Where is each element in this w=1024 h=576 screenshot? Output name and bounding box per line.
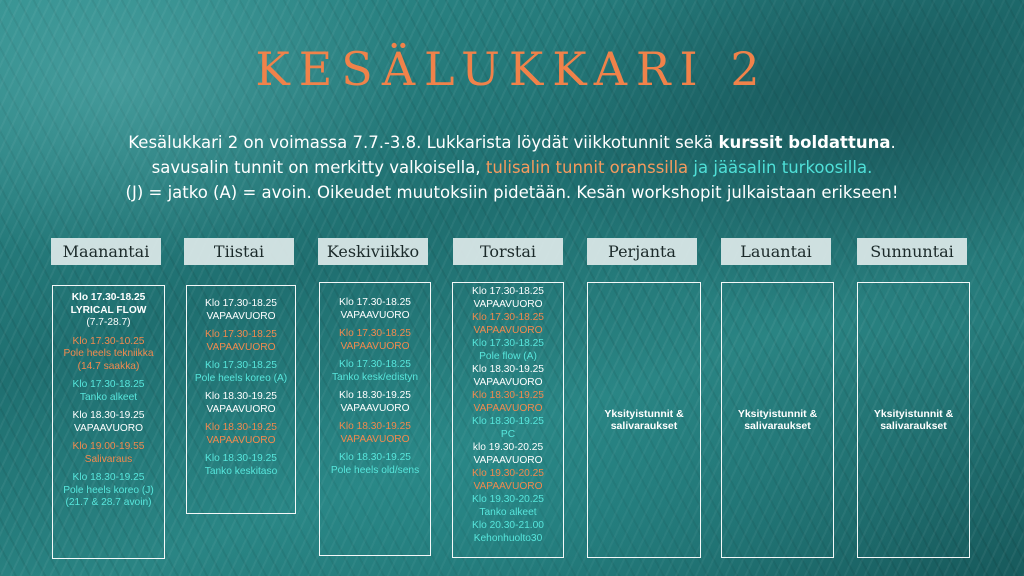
class-name: VAPAAVUORO	[473, 298, 543, 310]
class-name: VAPAAVUORO	[340, 340, 410, 352]
class-entry	[320, 359, 430, 384]
class-entry	[320, 421, 430, 446]
class-name: LYRICAL FLOW	[70, 304, 147, 316]
class-entry	[320, 390, 430, 415]
class-time: Klo 18.30-19.25	[339, 390, 411, 401]
class-entry	[453, 520, 563, 545]
class-entry	[53, 410, 164, 435]
class-name: VAPAAVUORO	[340, 309, 410, 321]
class-time: Klo 18.30-19.25	[472, 416, 544, 427]
class-time: Klo 19.30-20.25	[472, 494, 544, 505]
class-name: Pole heels tekniikka	[63, 348, 154, 359]
schedule-column-maanantai	[52, 285, 165, 559]
class-name: VAPAAVUORO	[73, 422, 144, 434]
day-header-perjanta: Perjanta	[587, 238, 697, 265]
class-entry	[453, 286, 563, 311]
class-name: Pole heels old/sens	[330, 464, 420, 476]
private-lessons-note: Yksityistunnit & salivaraukset	[873, 408, 954, 432]
class-time: Klo 17.30-18.25	[71, 292, 146, 303]
class-entry	[453, 364, 563, 389]
class-entry	[453, 338, 563, 363]
class-name: Kehonhuolto30	[473, 532, 543, 544]
class-time: Klo 17.30-18.25	[339, 359, 411, 370]
class-time: Klo 18.30-19.25	[205, 453, 277, 464]
class-time: Klo 18.30-19.25	[72, 410, 145, 421]
class-time: Klo 17.30-18.25	[339, 328, 411, 339]
day-header-keskiviikko: Keskiviikko	[318, 238, 428, 265]
class-time: Klo 18.30-19.25	[205, 391, 277, 402]
class-name: VAPAAVUORO	[473, 454, 543, 466]
private-lessons-note: Yksityistunnit & salivaraukset	[604, 408, 684, 432]
class-name: VAPAAVUORO	[473, 402, 543, 414]
class-entry	[453, 468, 563, 493]
class-time: Klo 20.30-21.00	[472, 520, 544, 531]
class-name: Pole flow (A)	[479, 350, 537, 362]
class-entry	[320, 297, 430, 322]
class-entry	[453, 442, 563, 467]
class-name: VAPAAVUORO	[206, 341, 276, 353]
class-name: PC	[500, 428, 516, 440]
schedule-column-perjanta	[587, 282, 701, 558]
class-time: Klo 17.30-18.25	[72, 379, 145, 390]
class-time: Klo 17.30-18.25	[472, 338, 544, 349]
class-time: Klo 18.30-19.25	[339, 452, 411, 463]
class-name: Tanko kesk/edistyn	[331, 371, 419, 383]
class-time: Klo 17.30-18.25	[205, 329, 277, 340]
class-name: VAPAAVUORO	[206, 310, 276, 322]
schedule-column-lauantai	[721, 282, 834, 558]
class-time: Klo 17.30-18.25	[205, 298, 277, 309]
class-name: VAPAAVUORO	[340, 402, 410, 414]
intro-line-2: savusalin tunnit on merkitty valkoisella, tulisalin tunnit oranssilla ja jääsalin turkoosilla.	[151, 158, 873, 177]
class-entry	[453, 494, 563, 519]
class-name: VAPAAVUORO	[206, 403, 276, 415]
class-entry	[187, 453, 295, 478]
class-note: (14.7 saakka)	[77, 360, 140, 372]
class-name: VAPAAVUORO	[206, 434, 276, 446]
day-header-torstai: Torstai	[453, 238, 563, 265]
class-name: Tanko alkeet	[79, 391, 138, 403]
class-name: VAPAAVUORO	[340, 433, 410, 445]
class-name: Tanko keskitaso	[204, 465, 278, 477]
class-name: Pole heels koreo (J)	[63, 484, 154, 496]
schedule-column-sunnuntai	[857, 282, 970, 558]
day-header-sunnuntai: Sunnuntai	[857, 238, 967, 265]
class-name: Pole heels koreo (A)	[194, 372, 288, 384]
intro-text	[40, 130, 984, 205]
private-lessons-note: Yksityistunnit & salivaraukset	[737, 408, 818, 432]
class-entry	[53, 292, 164, 330]
class-time: Klo 18.30-19.25	[205, 422, 277, 433]
class-entry	[453, 390, 563, 415]
class-time: Klo 18.30-19.25	[72, 472, 145, 483]
class-entry	[53, 336, 164, 374]
class-entry	[187, 391, 295, 416]
class-entry	[453, 312, 563, 337]
class-time: Klo 17.30-18.25	[472, 286, 544, 297]
class-name: Tanko alkeet	[479, 506, 537, 518]
class-time: Klo 17.30-10.25	[72, 335, 145, 347]
day-header-maanantai: Maanantai	[51, 238, 161, 265]
class-time: Klo 19.30-20.25	[472, 468, 544, 479]
class-name: VAPAAVUORO	[473, 480, 543, 492]
intro-ice-hall: ja jääsalin turkoosilla.	[688, 158, 873, 177]
class-entry	[320, 452, 430, 477]
class-name: VAPAAVUORO	[473, 324, 543, 336]
class-entry	[187, 298, 295, 323]
intro-bold-courses: kurssit boldattuna	[718, 133, 891, 152]
class-time: Klo 17.30-18.25	[339, 297, 411, 308]
day-header-tiistai: Tiistai	[184, 238, 294, 265]
day-header-lauantai: Lauantai	[721, 238, 831, 265]
class-entry	[53, 472, 164, 510]
class-entry	[453, 416, 563, 441]
class-entry	[53, 379, 164, 404]
schedule-column-tiistai	[186, 285, 296, 514]
schedule-column-keskiviikko	[319, 282, 431, 556]
schedule-column-torstai	[452, 282, 564, 558]
class-time: Klo 17.30-18.25	[472, 312, 544, 323]
class-name: VAPAAVUORO	[473, 376, 543, 388]
class-time: Klo 18.30-19.25	[472, 390, 544, 401]
intro-line-3: (J) = jatko (A) = avoin. Oikeudet muutoksiin pidetään. Kesän workshopit julkaistaan erikseen!	[125, 183, 899, 202]
class-time: Klo 17.30-18.25	[205, 360, 277, 371]
class-name: Salivaraus	[84, 453, 133, 465]
class-entry	[187, 360, 295, 385]
class-entry	[53, 441, 164, 466]
class-entry	[187, 329, 295, 354]
class-time: Klo 19.00-19.55	[72, 441, 145, 452]
class-entry	[187, 422, 295, 447]
class-time: Klo 18.30-19.25	[472, 364, 544, 375]
class-time: Klo 18.30-19.25	[339, 421, 411, 432]
class-note: (7.7-28.7)	[86, 317, 131, 328]
intro-fire-hall: tulisalin tunnit oranssilla	[485, 158, 689, 177]
class-time: klo 19.30-20.25	[472, 442, 544, 453]
intro-line-1: Kesälukkari 2 on voimassa 7.7.-3.8. Lukkarista löydät viikkotunnit sekä kurssit boldattuna.	[128, 133, 896, 152]
class-note: (21.7 & 28.7 avoin)	[65, 497, 152, 508]
class-entry	[320, 328, 430, 353]
page-title: KESÄLUKKARI 2	[255, 42, 769, 96]
